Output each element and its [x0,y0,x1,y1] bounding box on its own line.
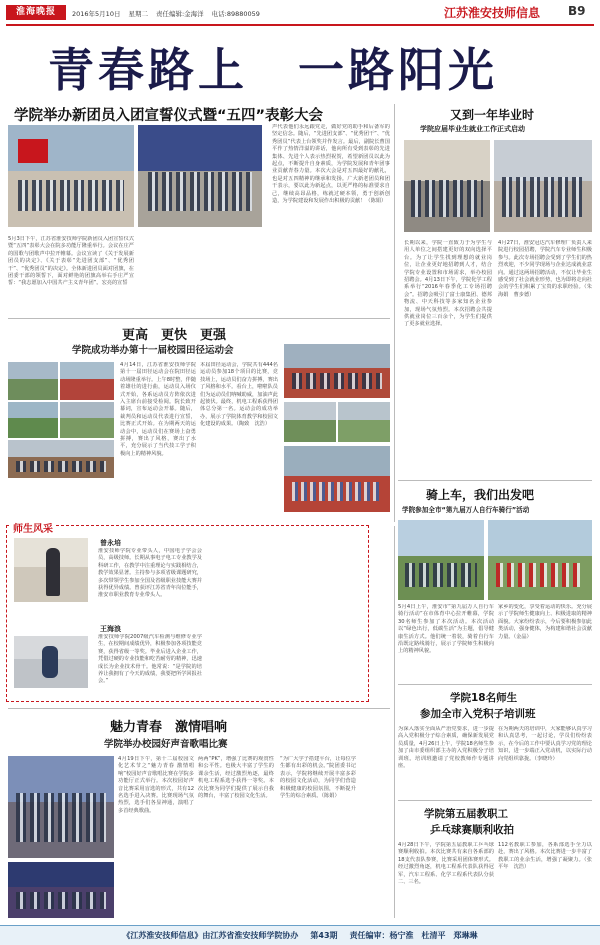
article3-photo-track [284,344,390,398]
section-title: 江苏淮安技师信息 [444,6,541,20]
issue-editor: 责任编辑:金海洋 [155,10,204,18]
footer-issue: 第43期 [310,931,338,940]
article7-text-b: 112名教职工参加，各系部选手全力以赴，赛出了风格。本次比赛进一步丰富了教职工的业余生活，增强了凝聚力。（张平年 沈浩） [498,842,592,871]
section-divider [8,708,390,709]
section-divider [398,800,592,801]
article2-text-b: 4月27日，淮安冠达汽车修理厂负责人来院进行校园招聘，学院汽车专业师生积极参与。此次专场招聘会受到了学生们的热烈欢迎，不少同学现场与企业达成就业意向。通过这两场招聘活动，不仅让毕业生感受到了社会就业形势，也为即将走向社会的学生们积累了宝贵的求职经验。（朱海娟 曹步德） [498,240,592,298]
article3-text-b: 本届田径运动会，学院共有444名运动员参加18个项目的比赛，竞技场上，运动员们奋力拼搏，赛出了风格和水平。看台上，啦啦队员们为运动员们呐喊助威，加油声此起彼伏。最终，机电工程系获得团体总分第一名。运动会的成功举办，展示了学院体育教学和校园文化建设的成果。（陶致 沈浩） [200,362,278,428]
article1-photo-flag [8,125,134,227]
article3-photo-1 [8,362,58,400]
article2-text-a: 长期以来，学院一直致力于为学生与用人单位之间搭建更好的双向选择平台。为了让学生找到理想的就业岗位，让企业更好地招聘到人才，结合学院专业设置和市场需求，举办校园招聘会。4月13日下午，学院化学工程系举行“2016年春季化工专场招聘会”。招聘会吸引了富士康集团、德邦物流、中天科技等多家知名企业参加，现场气氛热烈。本次招聘会共提供就业岗位三百余个，为学生们提供了更多就业选择。 [404,240,492,328]
article6-text-b: 两两“PK”，增强了比赛的观赏性和公平性。也极大丰富了学生的课余生活，经过激烈角逐，最终机电工程系选手获得一等奖。本次比赛为同学们提供了展示自我的舞台，丰富了校园文化生活。 [198,756,274,800]
article4-text-b: 家乡的变化，享受着运动的快乐。充分展示了学院师生健康向上、积极进取的精神面貌。大家纷纷表示，今后要积极参加此类活动，强身健体，为构建和谐社会贡献力量。（金晶） [498,604,592,640]
article1-photo-ceremony [138,125,262,227]
article3-photo-7 [338,402,390,442]
article3-photo-6 [284,402,336,442]
footer-editors: 责任编审：杨宁淮 杜清平 郑琳琳 [349,931,478,940]
article3-title: 更高 更快 更强 [122,328,227,343]
article3-photo-3 [8,402,58,438]
section-divider [8,318,390,319]
teacher1-text-cont [206,534,364,608]
teacher1-name: 曾永培 [100,539,121,547]
footer-paper: 《江苏淮安技师信息》由江苏省淮安技师学院协办 [122,931,299,940]
article6-subtitle: 学院举办校园好声音歌唱比赛 [104,739,228,750]
teacher1-text: 淮安技师学院专业带头人，中国电子学会会员，高级技师。长期从事电子电工专业教学及科研工作，在教学中注重理论与实践相结合，教学效果显著。主持参与多项省级课题研究，多次带领学生参加全国及省级职业技能大赛并获得优异成绩。曾获评江苏省青年岗位能手，淮安市职业教育专业带头人。 [98,548,202,599]
article4-text-a: 5月4日上午，淮安市“第九届万人自行车骑行活动”在市体育中心拉开帷幕，学院30名师生参加了本次活动。本次活动以“绿色出行，低碳生活”为主题，倡导健康生活方式。他们统一着装，骑着自行车沿既定路线骑行，展示了学院师生积极向上的精神风貌。 [398,604,494,655]
page-number: B9 [568,4,586,18]
teacher1-text-tail [14,604,200,624]
article3-subtitle: 学院成功举办第十一届校园田径运动会 [72,345,234,356]
article7-subtitle: 乒乓球赛顺利收拍 [430,824,514,836]
article3-photo-4 [60,402,114,438]
teacher2-photo [14,636,88,688]
article3-photo-field [284,446,390,512]
section-divider [398,684,592,685]
article6-text-c: “为广大学子搭建平台，让每位学生都有出彩的机会。”院团委书记表示，学院将继续开展丰富多彩的校园文化活动，为同学们营造积极健康的校园氛围，不断提升学生的综合素质。（陈娟） [280,756,356,800]
article5-text-a: 为深入落实全面从严治党要求，进一步提高入党积极分子综合素质，确保新发展党员质量，4月26日上午，学院18名师生参加了由市委组织部主办的入党积极分子培训班。培训班邀请了党校教师作专题讲座。 [398,726,494,770]
article2-photo-interview [404,140,490,232]
teacher2-text: 淮安技师学院2007级汽车检测与维修专业学生，在校期间成绩优异，积极参加各项技能竞赛，获得省级一等奖。毕业后进入企业工作，凭借过硬的专业技能和吃苦耐劳的精神，迅速成长为企业技术骨干。他常说：“是学院的培养让我拥有了今天的成绩，我要把所学回报社会。” [98,634,202,685]
article5-subtitle: 参加全市入党积子培训班 [420,708,536,720]
page-headline: 青春路上 一路阳光 [48,43,498,97]
issue-date: 2016年5月10日 [72,10,121,18]
column-divider [394,104,395,522]
article5-title: 学院18名师生 [450,692,518,704]
article2-title: 又到一年毕业时 [450,108,535,122]
masthead [0,0,600,26]
article4-title: 骑上车，我们出发吧 [426,488,535,502]
article6-text-a: 4月19日下午，第十二届校园文化艺术节之“魅力青春 激情唱响”校园好声音歌唱比赛在学院多功能厅正式举行。本次校园好声音比赛采用盲选的形式，共有12名选手进入决赛。比赛现场气氛热烈，选手们各显神通，演唱了多首经典歌曲。 [118,756,194,814]
teacher2-name: 王海浪 [100,625,121,633]
article4-photo-riders [398,520,484,600]
teacher-section-label: 师生风采 [10,520,56,535]
issue-phone: 电话:89880059 [211,10,260,18]
article6-photo-singers [8,756,114,858]
article3-photo-2 [60,362,114,400]
article3-photo-5 [8,440,114,478]
article3-text-a: 4月14日，江苏省淮安技师学院第十一届田径运动会在院田径运动场隆重举行。上午8时整，伴随着雄壮的进行曲，运动员入场仪式开始，各系运动员方阵依次进入主席台前接受检阅。院长致开幕词，宣布运动会开幕。随后，裁判员和运动员代表进行宣誓，比赛正式开始。在为期两天的运动会中，运动员们在赛场上奋勇拼搏，赛出了风格，赛出了水平，充分展示了当代技工学子积极向上的精神风貌。 [120,362,196,457]
article1-text-a-cont [140,236,264,310]
article5-text-b: 在为期两天的培训中，大家能够认真学习和认真思考，一起讨论，学员们纷纷表示，在今后的工作中要认真学习党的理论知识，进一步端正入党动机，以实际行动向党组织靠拢。（李晓玲） [498,726,592,762]
issue-line [72,9,260,18]
article2-subtitle: 学院应届毕业生就业工作正式启动 [420,125,525,133]
header-rule [6,24,594,26]
teacher2-text-cont [206,616,364,696]
article1-text-a: 5月3日下午，江苏省淮安技师学院新团员入团宣誓仪式暨“五四”表彰大会在院多功能厅隆重举行。会议在庄严的国歌与团歌声中拉开帷幕。会议宣读了《关于发展新团员的决定》、《关于表彰“先进团支部”、“优秀团干”、“优秀团员”的决定》。全体新进团员面对团旗，在团委干部的领誓下，面对鲜艳的团旗高举右手庄严宣誓：“我志愿加入中国共产主义青年团”。宏亮的宣誓 [8,236,134,287]
page-footer [0,925,600,945]
article2-photo-job-fair [494,140,592,232]
article1-title: 学院举办新团员入团宣誓仪式暨“五四”表彰大会 [14,108,324,124]
article7-title: 学院第五届教职工 [424,808,508,820]
newspaper-logo: 淮海晚报 [6,5,66,20]
issue-weekday: 星期二 [128,10,148,18]
article7-text-a: 4月28日下午，学院第五届教职工乒乓球赛顺利收拍。本次比赛共有来自各系部的18支代表队参赛，比赛采用团体赛形式。经过激烈角逐，机电工程系代表队获得冠军，汽车工程系、化学工程系代表队分获二、三名。 [398,842,494,886]
article4-subtitle: 学院参加全市“第九届万人自行车骑行”活动 [402,506,530,514]
article4-photo-group [488,520,592,600]
article6-title: 魅力青春 激情唱响 [110,720,228,735]
section-divider [398,480,592,481]
article6-photo-stage [8,862,114,918]
article1-text-b: 声代表他们永远跟党走，做好党的助手和后备军的坚定信念。随后，“先进团支部”、“优秀团干”、“优秀团员”代表上台领奖并作发言。最后，副院长曹国平作了热情洋溢的讲话，他向所有受到表彰的先进集体、先进个人表示热烈祝贺，希望新团员以此为起点，不断提升自身素质，为学院发展和青年团事业贡献青春力量。本次大会是对五四最好的献礼，也是对五四精神的继承和发扬。广大新老团员和团干表示，要以此为新起点，以更严格的标准要求自己，继续高昂品格，练就过硬本领，勇于创新创造，为学院建设和发展作出积极的贡献！（陈娟） [272,124,390,205]
teacher1-photo [14,538,88,602]
column-divider [394,526,395,918]
